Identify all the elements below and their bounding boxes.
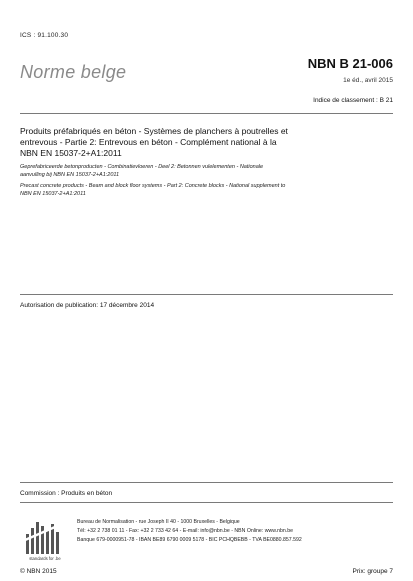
title-dutch-line: aanvulling bij NBN EN 15037-2+A1:2011 xyxy=(20,171,120,178)
title-dutch xyxy=(20,164,390,179)
standard-number: NBN B 21-006 xyxy=(307,56,393,71)
title-english-line: Precast concrete products - Beam and block floor systems - Part 2: Concrete blocks - National supplement to xyxy=(20,183,286,189)
publication-authorization: Autorisation de publication: 17 décembre 2014 xyxy=(20,302,155,309)
commission-divider xyxy=(20,482,393,483)
commission-label: Commission : Produits en béton xyxy=(20,490,113,497)
publisher-address: Bureau de Normalisation - rue Joseph II 40 - 1000 Bruxelles - Belgique xyxy=(77,519,240,525)
title-french xyxy=(20,126,390,159)
title-french-line: Produits préfabriqués en béton - Systèmes de planchers à poutrelles et xyxy=(20,126,288,136)
logo-tagline: standards for .be xyxy=(29,556,61,561)
authorization-divider xyxy=(20,294,393,295)
brand-title: Norme belge xyxy=(20,62,127,82)
title-english-line: NBN EN 15037-2+A1:2011 xyxy=(20,190,86,197)
publisher-details xyxy=(77,518,393,544)
nbn-logo xyxy=(22,510,68,556)
title-french-line: NBN EN 15037-2+A1:2011 xyxy=(20,148,122,158)
title-english xyxy=(20,183,390,198)
title-dutch-line: Geprefabriceerde betonproducten - Combinatievloeren - Deel 2: Betonnen vulelementen - Nationale xyxy=(20,164,264,170)
title-french-line: entrevous - Partie 2: Entrevous en béton - Complément national à la xyxy=(20,137,277,147)
footer-divider xyxy=(20,502,393,503)
edition-date: 1e éd., avril 2015 xyxy=(343,77,393,84)
publisher-banking: Banque 679-0000951-78 - IBAN BE89 6790 0009 5178 - BIC PCHQBEBB - TVA BE0880.857.592 xyxy=(77,536,302,543)
publisher-contact: Tél: +32 2 738 01 11 - Fax: +32 2 733 42 64 - E-mail: info@nbn.be - NBN Online: www.nbn.be xyxy=(77,527,293,534)
top-divider xyxy=(20,113,393,114)
price-group: Prix: groupe 7 xyxy=(352,568,393,575)
copyright: © NBN 2015 xyxy=(20,568,57,575)
ics-code: ICS : 91.100.30 xyxy=(20,32,69,39)
classification-index: Indice de classement : B 21 xyxy=(313,97,393,104)
